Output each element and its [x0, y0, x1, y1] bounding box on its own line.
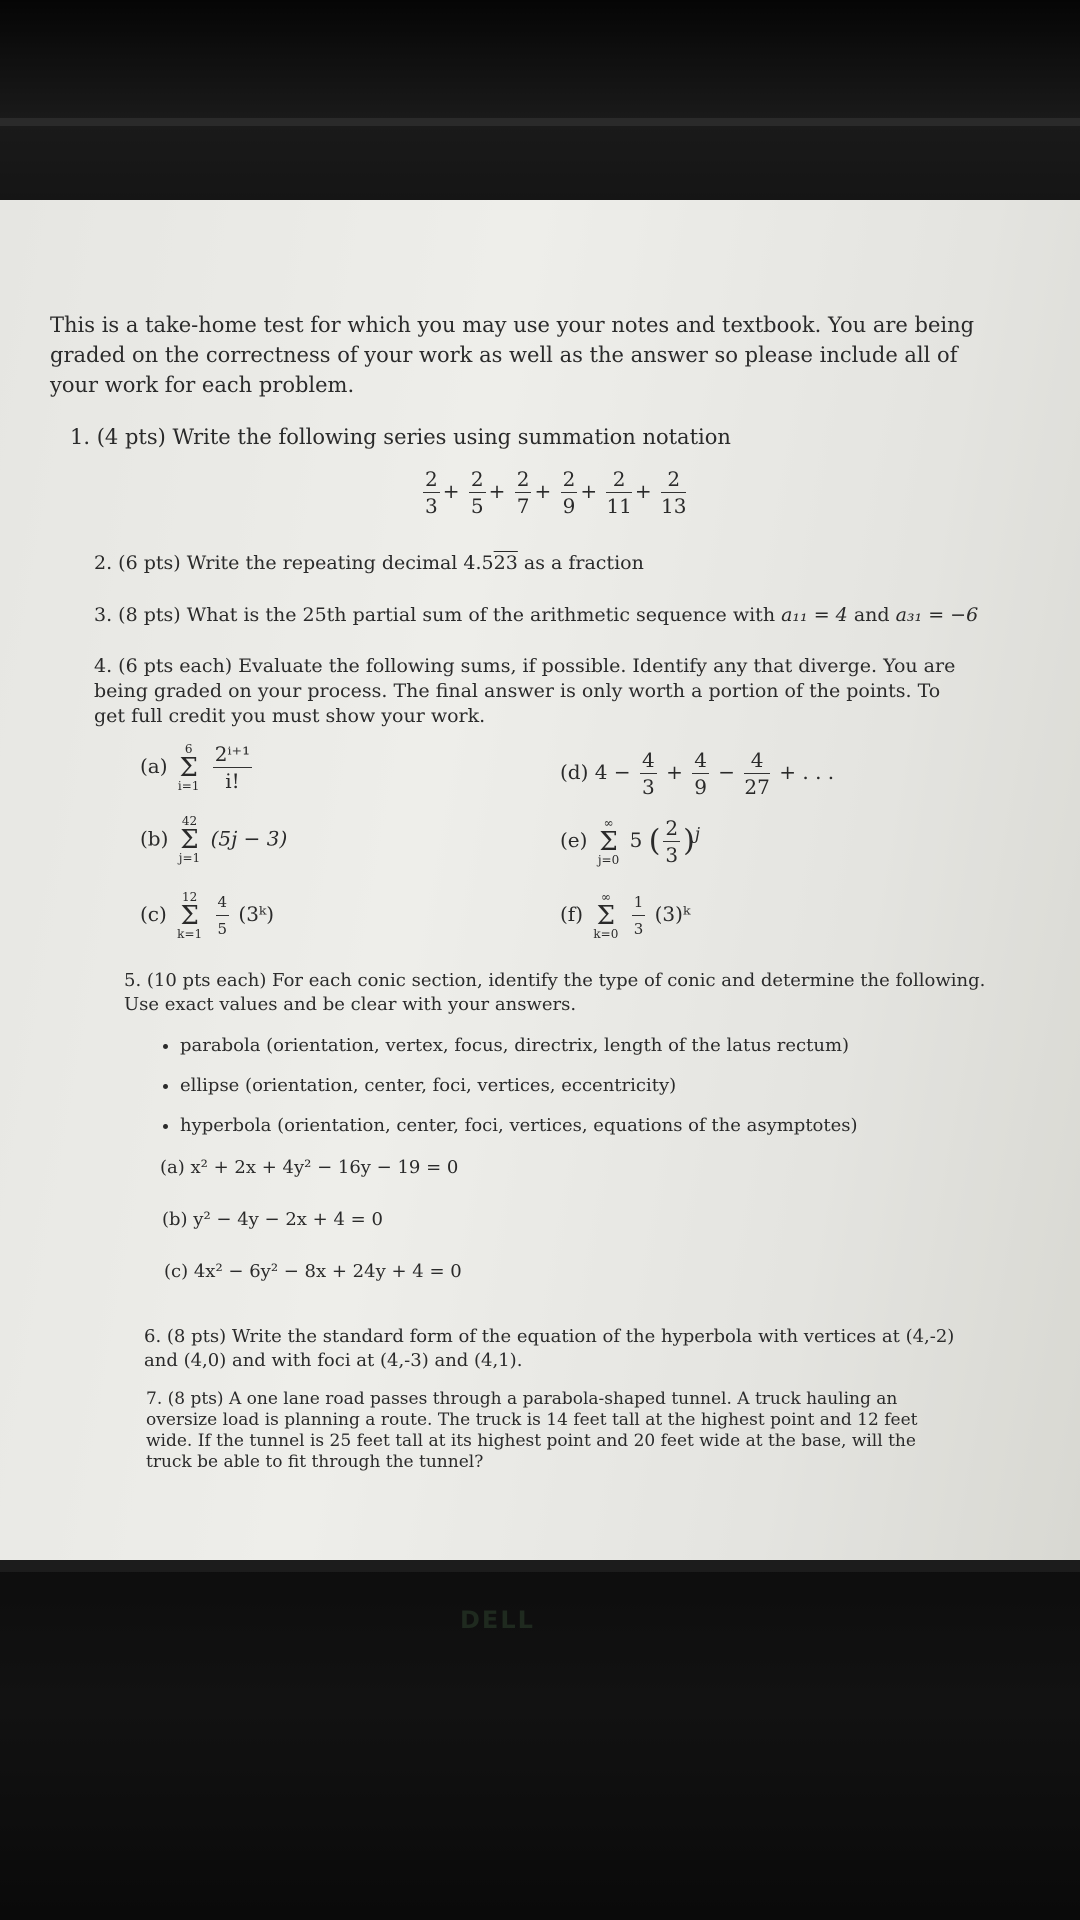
monitor-brand-logo: DELL	[460, 1606, 535, 1634]
series-term-1: $\frac{2}{3}$	[425, 467, 438, 518]
question-2: 2. (6 pts) Write the repeating decimal 4.523 as a fraction	[94, 552, 644, 574]
sum-part-f: (f) ∞ Σ k=0 $\frac{1}{3}$ (3)ᵏ	[560, 889, 691, 941]
intro-text: This is a take-home test for which you may use your notes and textbook. You are being graded on the correctness of your work as well as the answer so please include all of your work for each problem.	[50, 313, 975, 397]
monitor-bezel-top	[0, 0, 1080, 200]
conic-b: (b) y² − 4y − 2x + 4 = 0	[162, 1209, 383, 1230]
question-5-label: 5. (10 pts each) For each conic section, identify the type of conic and determine the following. Use exact values and be clear with your answers.	[124, 970, 986, 1015]
sum-part-a: (a) 6 Σ i=1 $\frac{\text{2ⁱ⁺¹}}{i!}$	[140, 741, 251, 793]
series-term-5: $\frac{2}{11}$	[606, 467, 632, 518]
question-3: 3. (8 pts) What is the 25th partial sum of the arithmetic sequence with a₁₁ = 4 and a₃₁ = −6	[94, 604, 979, 626]
test-document	[50, 310, 1010, 1473]
sum-part-c: (c) 12 Σ k=1 $\frac{4}{5}$ (3ᵏ)	[140, 889, 275, 941]
question-6: 6. (8 pts) Write the standard form of the equation of the hyperbola with vertices at (4,-2) and (4,0) and with foci at (4,-3) and (4,1).	[144, 1326, 955, 1371]
question-5-conics	[50, 1153, 1010, 1303]
bullet-parabola: • parabola (orientation, vertex, focus, directrix, length of the latus rectum)	[180, 1031, 1010, 1061]
question-5-bullets	[140, 1031, 1010, 1141]
series-term-2: $\frac{2}{5}$	[470, 467, 484, 518]
question-4-parts	[50, 741, 1010, 951]
question-4-label: 4. (6 pts each) Evaluate the following sums, if possible. Identify any that diverge. You are being graded on your process. The final answer is only worth a portion of the points. To get full credit you must show your work.	[94, 655, 956, 727]
series-term-6: $\frac{2}{13}$	[661, 467, 687, 518]
bullet-ellipse: • ellipse (orientation, center, foci, vertices, eccentricity)	[180, 1071, 1010, 1101]
sum-part-d: (d) 4 − $\frac{4}{3}$ + $\frac{4}{9}$ − $\frac{4}{27}$ + . . .	[560, 748, 835, 799]
sum-part-e: (e) ∞ Σ j=0 5 ( $\frac{2}{3}$ )$^j$	[560, 815, 701, 867]
sum-part-b: (b) 42 Σ j=1 (5j − 3)	[140, 814, 288, 865]
question-7: 7. (8 pts) A one lane road passes through a parabola-shaped tunnel. A truck hauling an oversize load is planning a route. The truck is 14 feet tall at the highest point and 12 feet wide. If the tunnel is 25 feet tall at its highest point and 20 feet wide at the base, will the truck be able to fit through the tunnel?	[146, 1389, 918, 1472]
bullet-hyperbola: • hyperbola (orientation, center, foci, vertices, equations of the asymptotes)	[180, 1111, 1010, 1141]
conic-a: (a) x² + 2x + 4y² − 16y − 19 = 0	[160, 1157, 459, 1178]
conic-c: (c) 4x² − 6y² − 8x + 24y + 4 = 0	[164, 1261, 462, 1282]
monitor-bezel-edge	[0, 118, 1080, 126]
question-1-label: 1. (4 pts) Write the following series using summation notation	[70, 425, 731, 449]
series-term-4: $\frac{2}{9}$	[562, 467, 576, 518]
monitor-bottom-edge	[0, 1560, 1080, 1572]
series-term-3: $\frac{2}{7}$	[516, 467, 530, 518]
question-1-series: $\frac{2}{3}$ + $\frac{2}{5}$ + $\frac{2}{7}$ + $\frac{2}{9}$ + $\frac{2}{11}$ + $\frac{2}{13}$	[425, 467, 687, 518]
monitor-bezel-bottom	[0, 1560, 1080, 1920]
